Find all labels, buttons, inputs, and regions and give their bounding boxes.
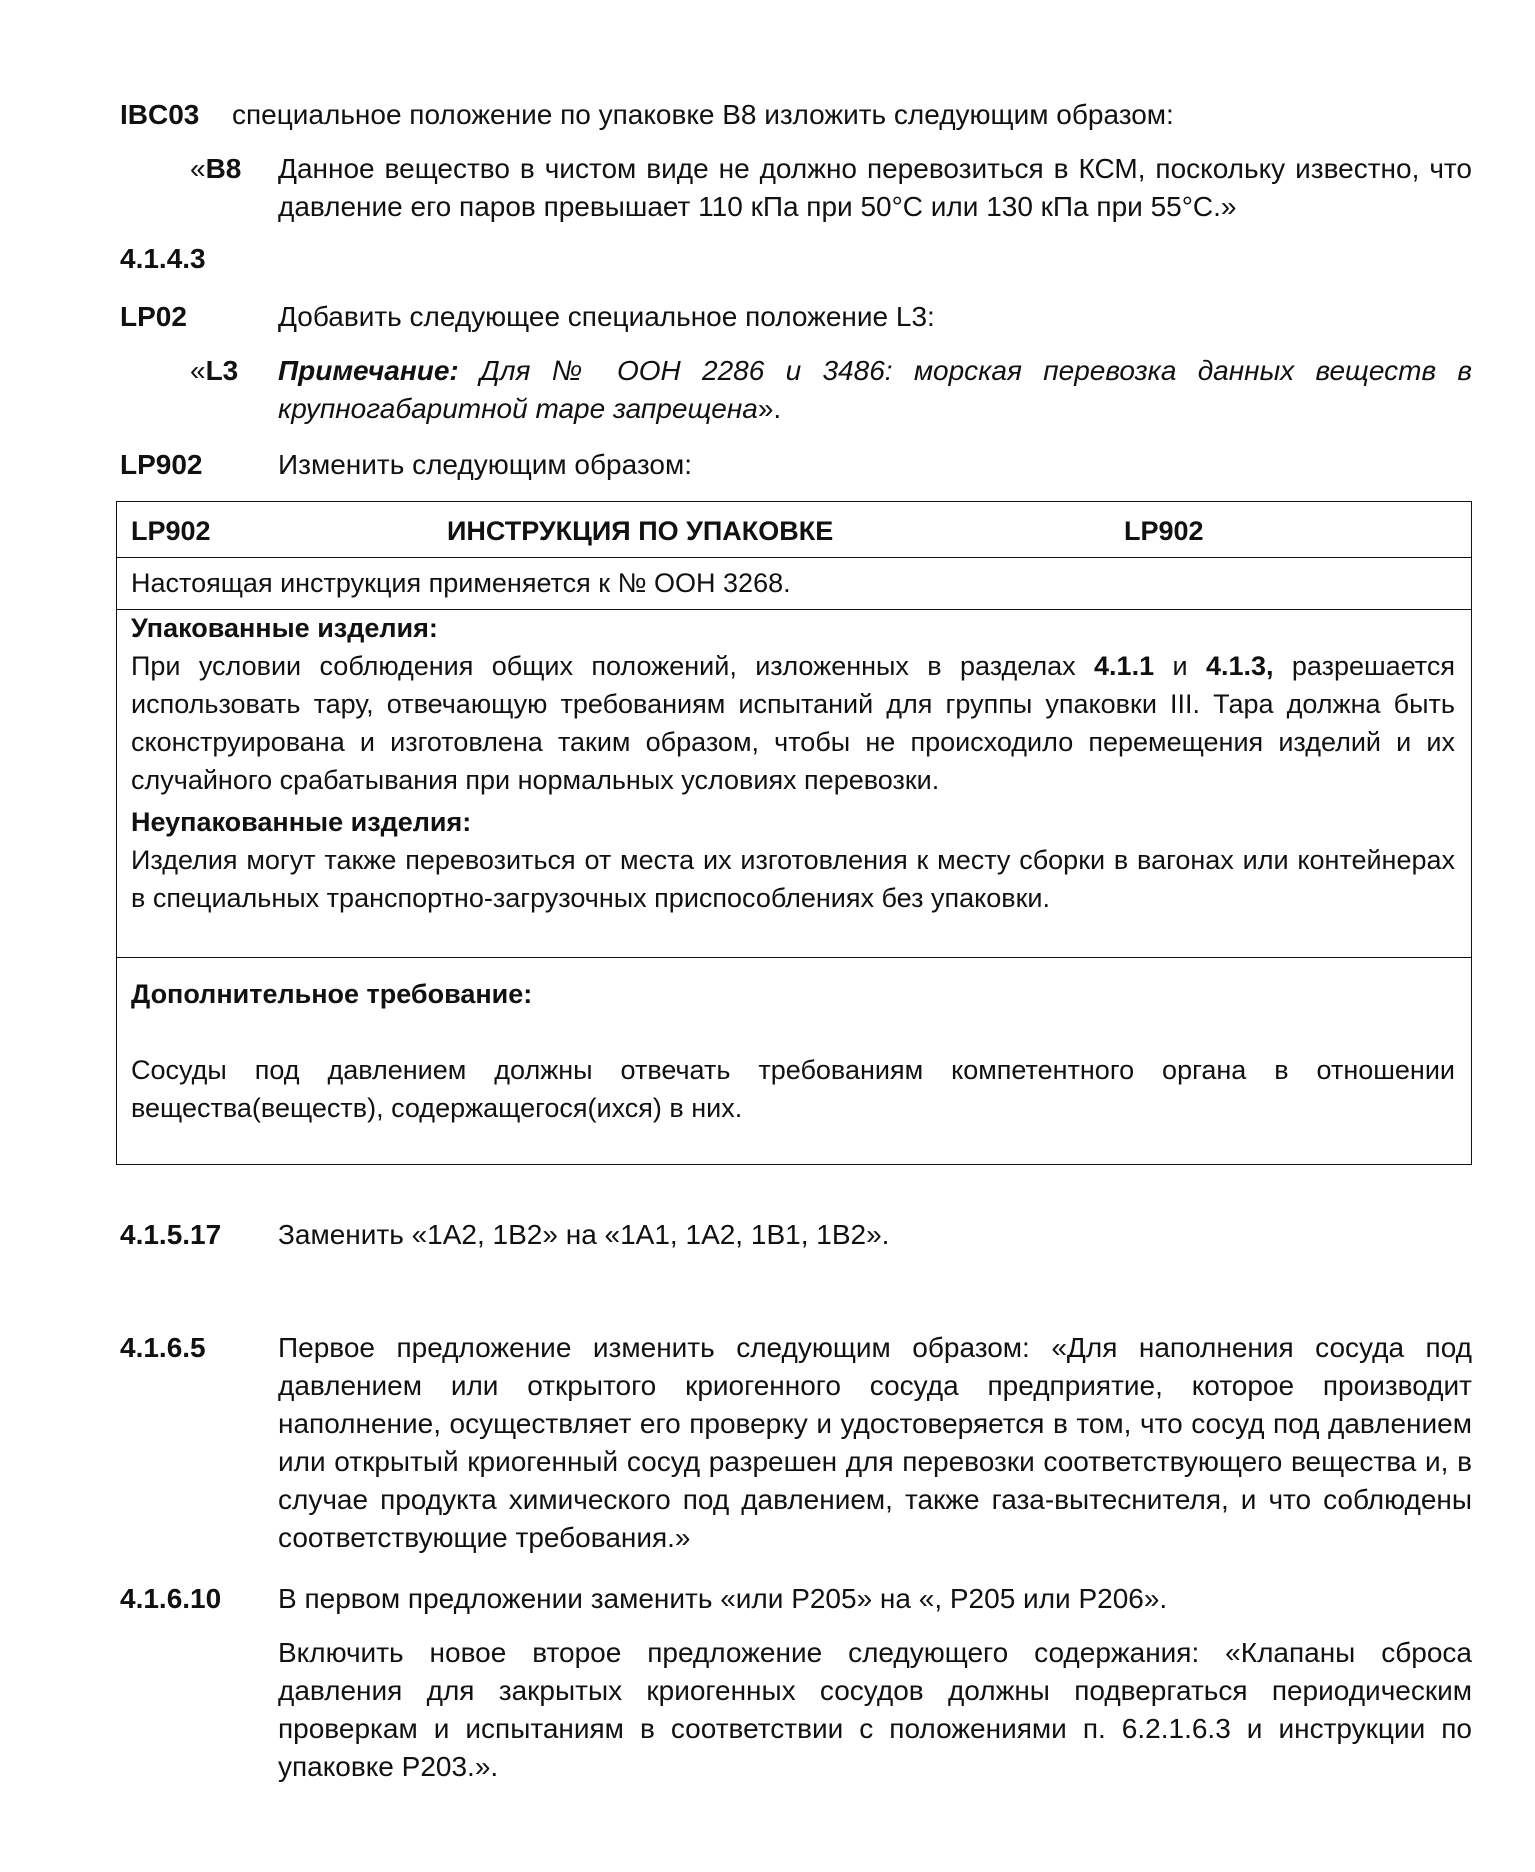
table-row-items — [117, 609, 1471, 958]
header-right-code: LP902 — [1124, 516, 1204, 546]
provision-code-b8: B8 — [205, 153, 242, 184]
section-code-lp02: LP02 — [120, 301, 187, 332]
reference-4-1-3: 4.1.3, — [1205, 651, 1274, 681]
packed-text-part-1: При условии соблюдения общих положений, изложенных в разделах — [131, 651, 1076, 681]
s4165-text: Первое предложение изменить следующим образом: «Для наполнения сосуда под давлением или открытого криогенного сосуда предприятие, которое производит наполнение, осуществляет его проверку и удостоверяется в том, что сосуд под давлением или открытый криогенный сосуд разрешен для перевозки соответствующего вещества и, в случае продукта химического под давлением, также газа-вытеснителя, и что соблюдены соответствующие требования.» — [278, 1332, 1472, 1553]
section-number-4165: 4.1.6.5 — [120, 1332, 206, 1363]
section-number-41610: 4.1.6.10 — [120, 1583, 222, 1614]
table-row-applies — [117, 557, 1471, 610]
quote-mark: « — [190, 355, 206, 386]
s41610-text-2: Включить новое второе предложение следующего содержания: «Клапаны сброса давления для закрытых криогенных сосудов должны подвергаться периодическим проверкам и испытаниям в соответствии с положениями п. 6.2.1.6.3 и инструкции по упаковке P203.». — [278, 1637, 1472, 1782]
ibc03-text: специальное положение по упаковке B8 изложить следующим образом: — [232, 99, 1174, 130]
note-text: Для № ООН 2286 и 3486: морская перевозка данных веществ в крупногабаритной таре запрещена — [278, 355, 1472, 424]
section-number-41517: 4.1.5.17 — [120, 1219, 222, 1250]
header-title: ИНСТРУКЦИЯ ПО УПАКОВКЕ — [447, 516, 834, 546]
additional-requirement-text: Сосуды под давлением должны отвечать требованиям компетентного органа в отношении вещества(веществ), содержащегося(ихся) в них. — [131, 1055, 1455, 1123]
section-number-4143: 4.1.4.3 — [120, 243, 206, 274]
section-code-lp902: LP902 — [120, 449, 203, 480]
note-end: ». — [757, 393, 782, 424]
lp902-text: Изменить следующим образом: — [278, 449, 692, 480]
additional-requirement-title: Дополнительное требование: — [131, 979, 533, 1009]
provision-code-l3: L3 — [205, 355, 239, 386]
quote-mark: « — [190, 153, 206, 184]
l3-note — [278, 352, 1472, 428]
packed-items-text — [131, 647, 1455, 799]
b8-text: Данное вещество в чистом виде не должно перевозиться в КСМ, поскольку известно, что давление его паров превышает 110 кПа при 50°C или 130 кПа при 55°C.» — [278, 153, 1472, 222]
unpacked-items-title: Неупакованные изделия: — [131, 807, 472, 837]
packed-text-and: и — [1172, 651, 1188, 681]
section-code-ibc03: IBC03 — [120, 99, 200, 130]
packing-instruction-table — [116, 501, 1472, 1165]
packed-items-title: Упакованные изделия: — [131, 613, 438, 643]
packed-text-part-2: разрешается использовать тару, отвечающую требованиям испытаний для группы упаковки III. Тара должна быть сконструирована и изготовлена таким образом, чтобы не происходило перемещения изделий и их случайного срабатывания при нормальных условиях перевозки. — [131, 651, 1455, 795]
lp02-text: Добавить следующее специальное положение L3: — [278, 301, 935, 332]
table-row-additional — [117, 957, 1471, 1164]
s41610-text-1: В первом предложении заменить «или P205» на «, P205 или P206». — [278, 1583, 1168, 1614]
note-label: Примечание: — [278, 355, 459, 386]
unpacked-items-text: Изделия могут также перевозиться от места их изготовления к месту сборки в вагонах или контейнерах в специальных транспортно-загрузочных приспособлениях без упаковки. — [131, 845, 1455, 913]
reference-4-1-1: 4.1.1 — [1094, 651, 1155, 681]
applies-text: Настоящая инструкция применяется к № ООН 3268. — [131, 568, 791, 598]
s41517-text: Заменить «1A2, 1B2» на «1A1, 1A2, 1B1, 1B2». — [278, 1219, 890, 1250]
l3-quote-open — [190, 352, 238, 390]
header-left-code: LP902 — [131, 516, 211, 546]
table-header-row — [117, 502, 1471, 558]
b8-quote-open — [190, 150, 241, 188]
